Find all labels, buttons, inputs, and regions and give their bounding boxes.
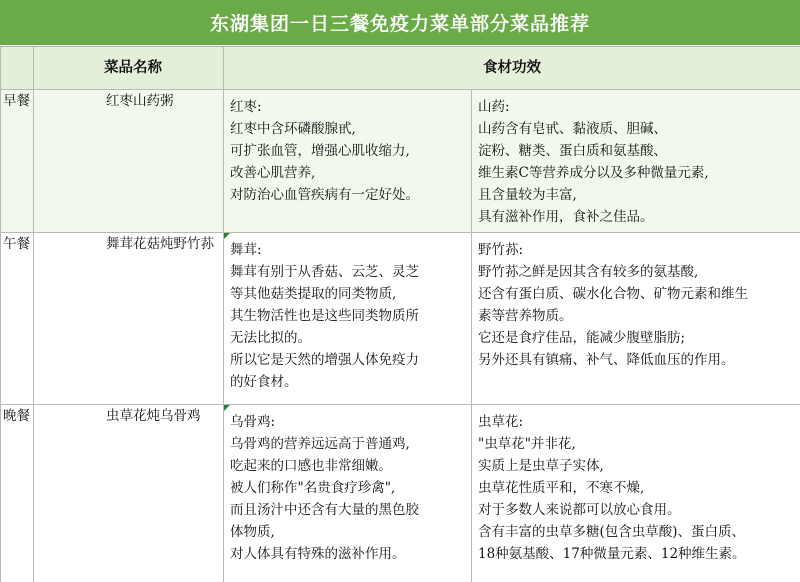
ingredient-left-cell[interactable] — [224, 90, 472, 233]
ingredient-name: 虫草花: — [478, 414, 524, 430]
effect-line: 乌骨鸡的营养远远高于普通鸡, — [230, 436, 410, 452]
effect-line: 18种氨基酸、17种微量元素、12种维生素。 — [478, 546, 746, 562]
ingredient-name: 舞茸: — [230, 242, 262, 258]
dish-cell[interactable]: 红枣山药粥 — [34, 90, 224, 233]
sheet-title: 东湖集团一日三餐免疫力菜单部分菜品推荐 — [0, 0, 800, 46]
ingredient-name: 乌骨鸡: — [230, 414, 276, 430]
effect-line: 虫草花性质平和，不寒不燥, — [478, 480, 645, 496]
effect-line: 所以它是天然的增强人体免疫力 — [230, 352, 419, 368]
ingredient-left-cell[interactable] — [224, 405, 472, 582]
effect-line: 的好食材。 — [230, 374, 298, 390]
effect-line: 且含量较为丰富, — [478, 187, 577, 203]
effect-line: 素等营养物质。 — [478, 308, 573, 324]
effect-line: 维生素C等营养成分以及多种微量元素, — [478, 165, 709, 181]
effect-line: 山药含有皂甙、黏液质、胆碱、 — [478, 121, 667, 137]
effect-line: 舞茸有别于从香菇、云芝、灵芝 — [230, 264, 419, 280]
dish-cell[interactable]: 舞茸花菇炖野竹荪 — [34, 233, 224, 405]
effect-line: 无法比拟的。 — [230, 330, 311, 346]
ingredient-name: 红枣: — [230, 99, 262, 115]
ingredient-name: 山药: — [478, 99, 510, 115]
ingredient-right-cell[interactable] — [472, 233, 800, 405]
effect-line: 对于多数人来说都可以放心食用。 — [478, 502, 681, 518]
header-row — [1, 47, 800, 90]
effect-line: 实质上是虫草子实体, — [478, 458, 604, 474]
effect-line: 淀粉、糖类、蛋白质和氨基酸、 — [478, 143, 667, 159]
comment-marker-icon — [224, 405, 230, 411]
effect-line: 被人们称作"名贵食疗珍禽", — [230, 480, 396, 496]
row-lunch — [1, 233, 800, 405]
ingredient-name: 野竹荪: — [478, 242, 524, 258]
ingredient-left-cell[interactable] — [224, 233, 472, 405]
header-dish-name[interactable]: 菜品名称 — [34, 47, 224, 90]
header-ingredient-effect[interactable]: 食材功效 — [224, 47, 800, 90]
effect-line: 其生物活性也是这些同类物质所 — [230, 308, 419, 324]
dish-cell[interactable]: 虫草花炖乌骨鸡 — [34, 405, 224, 582]
effect-line: 等其他菇类提取的同类物质, — [230, 286, 397, 302]
comment-marker-icon — [224, 233, 230, 239]
effect-line: 另外还具有镇痛、补气、降低血压的作用。 — [478, 352, 735, 368]
menu-table — [0, 46, 800, 582]
effect-line: 体物质, — [230, 524, 275, 540]
header-meal-cell[interactable] — [1, 47, 34, 90]
effect-line: 具有滋补作用，食补之佳品。 — [478, 209, 654, 225]
ingredient-right-cell[interactable] — [472, 405, 800, 582]
effect-line: 改善心肌营养, — [230, 165, 316, 181]
effect-line: 还含有蛋白质、碳水化合物、矿物元素和维生 — [478, 286, 748, 302]
effect-line: "虫草花"并非花, — [478, 436, 576, 452]
effect-line: 它还是食疗佳品，能减少腹壁脂肪; — [478, 330, 686, 346]
effect-line: 对防治心血管疾病有一定好处。 — [230, 187, 419, 203]
effect-line: 吃起来的口感也非常细嫩。 — [230, 458, 392, 474]
ingredient-right-cell[interactable] — [472, 90, 800, 233]
effect-line: 而且汤汁中还含有大量的黑色胶 — [230, 502, 419, 518]
row-breakfast — [1, 90, 800, 233]
effect-line: 可扩张血管，增强心肌收缩力, — [230, 143, 410, 159]
effect-line: 对人体具有特殊的滋补作用。 — [230, 546, 406, 562]
meal-cell[interactable]: 早餐 — [1, 90, 34, 233]
effect-line: 野竹荪之鲜是因其含有较多的氨基酸, — [478, 264, 699, 280]
meal-cell[interactable]: 午餐 — [1, 233, 34, 405]
row-dinner — [1, 405, 800, 582]
effect-line: 红枣中含环磷酸腺甙, — [230, 121, 356, 137]
meal-cell[interactable]: 晚餐 — [1, 405, 34, 582]
effect-line: 含有丰富的虫草多糖(包含虫草酸)、蛋白质、 — [478, 524, 746, 540]
